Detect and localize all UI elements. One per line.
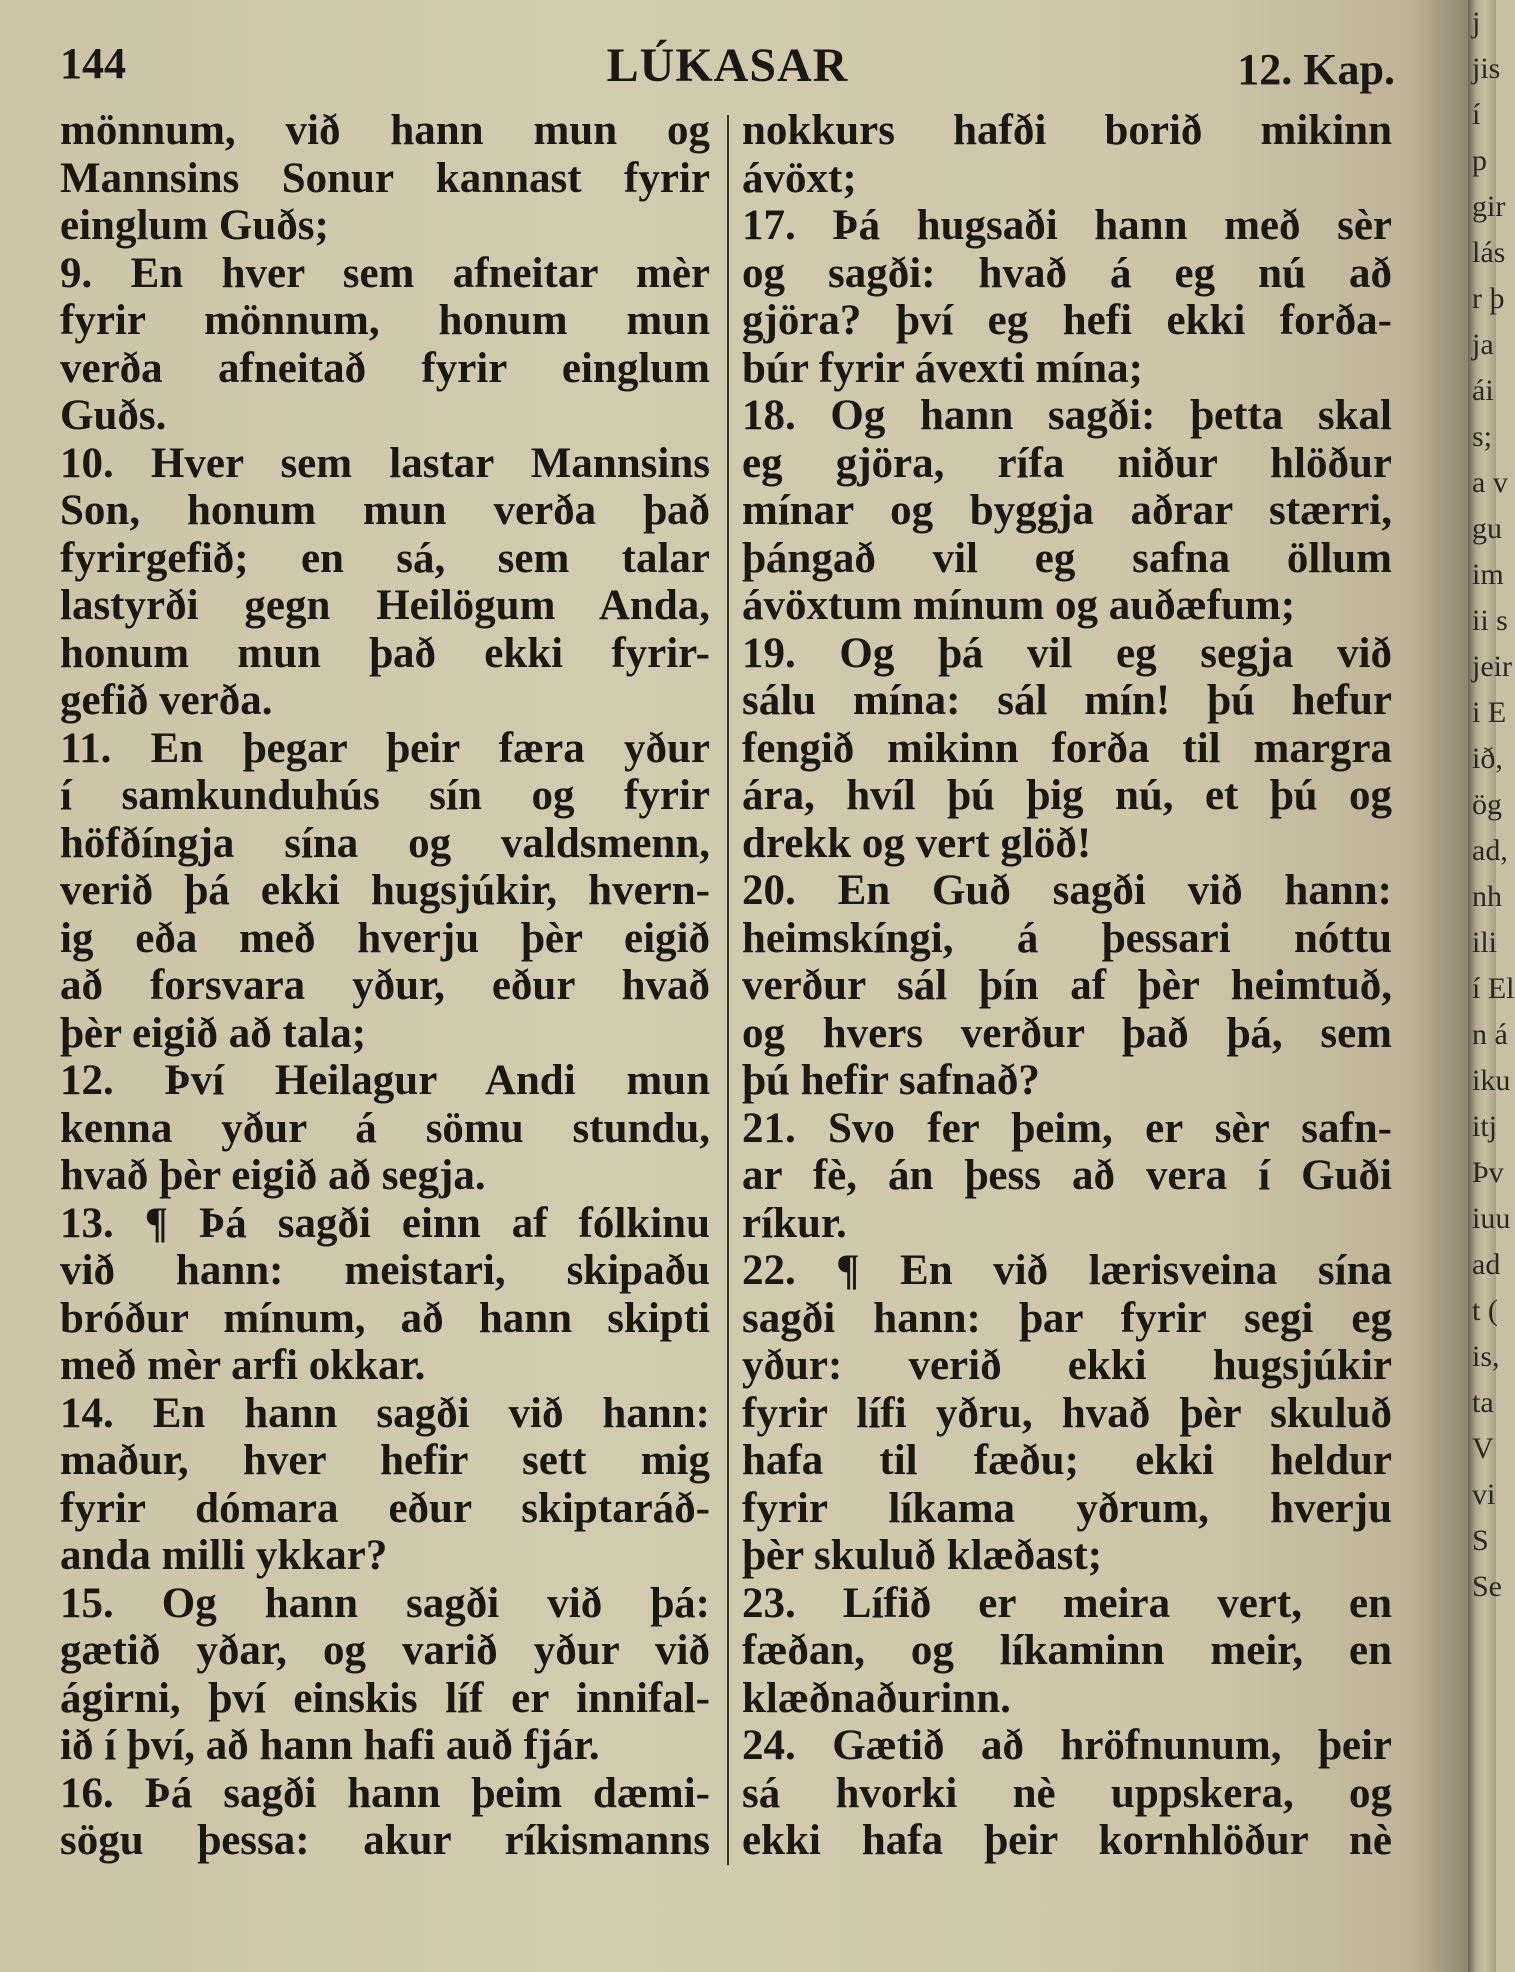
text-line: 12. Því Heilagur Andi mun <box>60 1057 710 1104</box>
text-line: heimskíngi, á þessari nóttu <box>742 914 1392 962</box>
text-line: fyrir dómara eður skiptaráð- <box>60 1484 710 1532</box>
text-line: fyrir líkama yðrum, hverju <box>742 1484 1392 1532</box>
text-line: fyrirgefið; en sá, sem talar <box>60 534 710 582</box>
text-line: 20. En Guð sagði við hann: <box>742 867 1392 914</box>
edge-fragment: Þv <box>1472 1156 1504 1189</box>
text-line: þèr eigið að tala; <box>60 1009 367 1057</box>
edge-fragment: ái <box>1472 374 1494 407</box>
text-line: við hann: meistari, skipaðu <box>60 1247 710 1294</box>
edge-fragment: gu <box>1472 512 1502 545</box>
text-line: 17. Þá hugsaði hann með sèr <box>742 202 1392 249</box>
edge-fragment: í El <box>1472 972 1515 1005</box>
text-line: verður sál þín af þèr heimtuð, <box>742 962 1392 1009</box>
text-line: í samkunduhús sín og fyrir <box>60 772 710 819</box>
text-line: 23. Lífið er meira vert, en <box>742 1579 1392 1627</box>
edge-fragment: is, <box>1472 1340 1500 1373</box>
text-line: að forsvara yður, eður hvað <box>60 962 710 1009</box>
edge-fragment: V <box>1472 1432 1494 1465</box>
text-line: eg gjöra, rífa niður hlöður <box>742 439 1392 487</box>
text-line: ekki hafa þeir kornhlöður nè <box>742 1817 1392 1864</box>
text-line: einglum Guðs; <box>60 202 329 249</box>
edge-fragment: n á <box>1472 1018 1508 1051</box>
edge-fragment: jis <box>1472 52 1501 85</box>
edge-fragment: nh <box>1472 880 1502 913</box>
text-line: fyrir mönnum, honum mun <box>60 297 710 344</box>
text-line: Son, honum mun verða það <box>60 487 710 534</box>
text-line: mínar og byggja aðrar stærri, <box>742 487 1392 534</box>
text-line: gefið verða. <box>60 677 273 724</box>
edge-fragment: ta <box>1472 1386 1494 1419</box>
next-page-edge <box>1468 0 1515 1972</box>
column-divider <box>727 115 729 1865</box>
text-line: 9. En hver sem afneitar mèr <box>60 249 710 297</box>
text-line: verða afneitað fyrir einglum <box>60 344 710 392</box>
edge-fragment: ad, <box>1472 834 1508 867</box>
edge-fragment: i E <box>1472 696 1507 729</box>
edge-fragment: j <box>1472 6 1481 39</box>
edge-fragment: lás <box>1472 236 1506 269</box>
text-line: nokkurs hafði borið mikinn <box>742 107 1392 154</box>
edge-fragment: ii s <box>1472 604 1508 637</box>
text-line: yður: verið ekki hugsjúkir <box>742 1342 1392 1389</box>
text-line: 21. Svo fer þeim, er sèr safn- <box>742 1104 1392 1152</box>
edge-fragment: t ( <box>1472 1294 1498 1327</box>
text-line: Mannsins Sonur kannast fyrir <box>60 154 710 202</box>
text-line: ig eða með hverju þèr eigið <box>60 914 710 962</box>
text-line: 15. Og hann sagði við þá: <box>60 1579 710 1627</box>
right-text-column <box>742 107 1392 1865</box>
text-line: 19. Og þá vil eg segja við <box>742 629 1392 677</box>
text-line: 11. En þegar þeir færa yður <box>60 724 710 772</box>
text-line: 13. ¶ Þá sagði einn af fólkinu <box>60 1199 710 1247</box>
text-line: og sagði: hvað á eg nú að <box>742 249 1392 297</box>
text-line: lastyrði gegn Heilögum Anda, <box>60 582 710 629</box>
edge-fragment: ög <box>1472 788 1502 821</box>
edge-fragment: iku <box>1472 1064 1511 1097</box>
text-line: ávöxtum mínum og auðæfum; <box>742 582 1296 629</box>
text-line: klæðnaðurinn. <box>742 1674 1011 1722</box>
text-line: ar fè, án þess að vera í Guði <box>742 1152 1392 1199</box>
text-line: ríkur. <box>742 1199 847 1247</box>
text-line: 16. Þá sagði hann þeim dæmi- <box>60 1769 710 1817</box>
chapter-label: 12. Kap. <box>1237 45 1395 94</box>
edge-fragment: iuu <box>1472 1202 1511 1235</box>
edge-fragment: s; <box>1472 420 1493 453</box>
text-line: 24. Gætið að hröfnunum, þeir <box>742 1722 1392 1769</box>
text-line: verið þá ekki hugsjúkir, hvern- <box>60 867 710 914</box>
text-line: sagði hann: þar fyrir segi eg <box>742 1294 1392 1342</box>
edge-fragment: im <box>1472 558 1504 591</box>
edge-fragment: ad <box>1472 1248 1501 1281</box>
text-line: 14. En hann sagði við hann: <box>60 1389 710 1437</box>
text-line: þú hefir safnað? <box>742 1057 1040 1104</box>
edge-fragment: S <box>1472 1524 1489 1557</box>
text-line: hafa til fæðu; ekki heldur <box>742 1437 1392 1484</box>
edge-fragment: ili <box>1472 926 1498 959</box>
text-line: gætið yðar, og varið yður við <box>60 1627 710 1674</box>
text-line: 18. Og hann sagði: þetta skal <box>742 392 1392 439</box>
text-line: hvað þèr eigið að segja. <box>60 1152 486 1199</box>
text-line: ávöxt; <box>742 154 857 202</box>
edge-fragment: vi <box>1472 1478 1496 1511</box>
page-number: 144 <box>60 39 126 88</box>
text-line: fyrir lífi yðru, hvað þèr skuluð <box>742 1389 1392 1437</box>
text-line: ið í því, að hann hafi auð fjár. <box>60 1722 600 1769</box>
text-line: ára, hvíl þú þig nú, et þú og <box>742 772 1392 819</box>
text-line: ágirni, því einskis líf er innifal- <box>60 1674 710 1722</box>
edge-fragment: ja <box>1472 328 1494 361</box>
text-line: höfðíngja sína og valdsmenn, <box>60 819 710 867</box>
edge-fragment: Se <box>1472 1570 1502 1603</box>
text-line: mönnum, við hann mun og <box>60 107 710 154</box>
text-line: sögu þessa: akur ríkismanns <box>60 1817 710 1864</box>
text-line: fengið mikinn forða til margra <box>742 724 1392 772</box>
edge-fragment: gir <box>1472 190 1506 223</box>
text-line: þángað vil eg safna öllum <box>742 534 1392 582</box>
edge-fragment: jeir <box>1472 650 1512 683</box>
text-line: anda milli ykkar? <box>60 1532 388 1579</box>
text-line: honum mun það ekki fyrir- <box>60 629 710 677</box>
text-line: fæðan, og líkaminn meir, en <box>742 1627 1392 1674</box>
left-text-column <box>60 107 710 1865</box>
text-line: 22. ¶ En við lærisveina sína <box>742 1247 1392 1294</box>
book-title: LÚKASAR <box>606 39 849 92</box>
edge-fragment: í <box>1472 98 1481 131</box>
text-line: 10. Hver sem lastar Mannsins <box>60 439 710 487</box>
edge-fragment: ið, <box>1472 742 1503 775</box>
text-line: drekk og vert glöð! <box>742 819 1092 867</box>
edge-fragment: a v <box>1472 466 1508 499</box>
text-line: með mèr arfi okkar. <box>60 1342 426 1389</box>
text-line: og hvers verður það þá, sem <box>742 1009 1392 1057</box>
text-line: Guðs. <box>60 392 167 439</box>
text-line: kenna yður á sömu stundu, <box>60 1104 710 1152</box>
text-line: þèr skuluð klæðast; <box>742 1532 1103 1579</box>
edge-fragment: r þ <box>1472 282 1505 315</box>
text-line: sá hvorki nè uppskera, og <box>742 1769 1392 1817</box>
running-header <box>60 38 1395 98</box>
text-line: búr fyrir ávexti mína; <box>742 344 1143 392</box>
text-line: sálu mína: sál mín! þú hefur <box>742 677 1392 724</box>
edge-fragment: p <box>1472 144 1487 177</box>
text-line: gjöra? því eg hefi ekki forða- <box>742 297 1392 344</box>
text-line: maður, hver hefir sett mig <box>60 1437 710 1484</box>
edge-fragment: itj <box>1472 1110 1498 1143</box>
text-line: bróður mínum, að hann skipti <box>60 1294 710 1342</box>
